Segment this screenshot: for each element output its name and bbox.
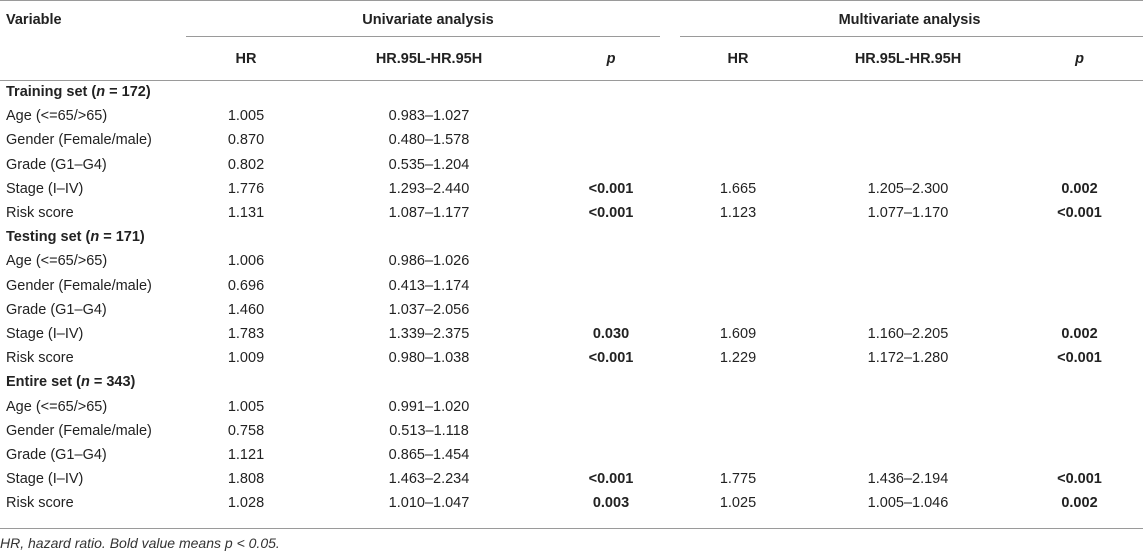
cell-u-hr: 1.131 xyxy=(227,205,265,222)
row-label: Stage (I–IV) xyxy=(6,325,84,342)
table-row xyxy=(0,104,1143,128)
cell-u-ci: 0.991–1.020 xyxy=(388,398,470,415)
cell-m-ci xyxy=(800,153,1010,177)
cell-u-ci: 0.865–1.454 xyxy=(388,446,470,463)
cell-m-p xyxy=(1010,443,1143,467)
cell-m-ci xyxy=(800,249,1010,273)
cell-u-ci: 1.087–1.177 xyxy=(388,205,470,222)
table-row xyxy=(0,419,1143,443)
subheader-m-ci: HR.95L-HR.95H xyxy=(854,51,962,67)
header-univariate: Univariate analysis xyxy=(362,12,494,28)
cell-u-hr: 1.776 xyxy=(227,180,265,197)
cell-m-hr xyxy=(670,104,800,128)
table-row xyxy=(0,322,1143,346)
cell-m-p: 0.002 xyxy=(1061,495,1098,512)
cell-m-hr xyxy=(670,274,800,298)
row-label: Stage (I–IV) xyxy=(6,180,84,197)
section-title-suffix: = 343) xyxy=(89,374,136,391)
cell-u-hr: 0.758 xyxy=(227,422,265,439)
section-title-prefix: Testing set ( xyxy=(6,229,91,246)
section-title-prefix: Training set ( xyxy=(6,84,97,101)
cell-u-hr: 1.006 xyxy=(227,253,265,270)
section-title-suffix: = 171) xyxy=(99,229,145,246)
cell-m-hr xyxy=(670,419,800,443)
cell-u-p: <0.001 xyxy=(588,205,634,222)
cell-m-ci xyxy=(800,419,1010,443)
cell-u-ci: 0.513–1.118 xyxy=(389,422,469,439)
row-label: Grade (G1–G4) xyxy=(6,446,107,463)
row-label: Gender (Female/male) xyxy=(6,422,152,439)
cell-u-hr: 1.783 xyxy=(227,325,265,342)
section-title-n: n xyxy=(90,229,100,246)
cell-u-ci: 0.980–1.038 xyxy=(388,350,470,367)
cell-u-ci: 0.535–1.204 xyxy=(388,156,470,173)
cell-u-p: 0.003 xyxy=(592,495,630,512)
cell-m-hr xyxy=(670,249,800,273)
cell-u-p xyxy=(546,249,670,273)
table-row xyxy=(0,443,1143,467)
empty-cell xyxy=(306,225,546,249)
cell-m-p: <0.001 xyxy=(1057,471,1102,488)
cell-u-p xyxy=(546,104,670,128)
empty-cell xyxy=(800,225,1010,249)
cell-u-hr: 1.808 xyxy=(227,471,265,488)
row-label: Risk score xyxy=(6,205,74,222)
empty-cell xyxy=(800,370,1010,394)
cell-m-hr xyxy=(670,153,800,177)
cell-u-ci: 1.037–2.056 xyxy=(388,301,470,318)
table-row xyxy=(0,394,1143,418)
cell-m-p xyxy=(1010,128,1143,152)
cell-u-ci: 0.413–1.174 xyxy=(388,277,470,294)
cell-u-hr: 1.009 xyxy=(227,350,265,367)
table-row xyxy=(0,177,1143,201)
table-row xyxy=(0,153,1143,177)
cell-m-ci xyxy=(800,128,1010,152)
empty-cell xyxy=(1010,80,1143,104)
subheader-m-hr: HR xyxy=(727,51,749,67)
cell-m-hr: 1.229 xyxy=(719,350,757,367)
cell-m-hr: 1.775 xyxy=(719,471,757,488)
cell-m-ci xyxy=(800,443,1010,467)
empty-cell xyxy=(186,370,306,394)
cell-m-p: <0.001 xyxy=(1057,350,1102,367)
empty-cell xyxy=(670,370,800,394)
row-label: Grade (G1–G4) xyxy=(6,301,107,318)
header-multivariate: Multivariate analysis xyxy=(838,12,981,28)
row-label: Risk score xyxy=(6,350,74,367)
cell-m-ci xyxy=(800,298,1010,322)
cell-m-ci: 1.160–2.205 xyxy=(867,325,949,342)
empty-cell xyxy=(546,80,670,104)
cell-m-ci xyxy=(800,394,1010,418)
cell-u-ci: 1.293–2.440 xyxy=(388,180,470,197)
cell-m-hr: 1.025 xyxy=(719,495,757,512)
header-spacer xyxy=(0,38,186,80)
row-label: Risk score xyxy=(6,495,74,512)
cell-m-p: 0.002 xyxy=(1061,180,1098,197)
header-variable: Variable xyxy=(6,12,62,28)
cell-u-hr: 1.121 xyxy=(227,446,265,463)
results-table xyxy=(0,2,1143,515)
row-label: Grade (G1–G4) xyxy=(6,156,107,173)
table-row xyxy=(0,491,1143,515)
cell-m-ci: 1.005–1.046 xyxy=(867,495,949,512)
cell-m-hr xyxy=(670,128,800,152)
cell-u-p xyxy=(546,419,670,443)
table-row xyxy=(0,467,1143,491)
empty-cell xyxy=(800,80,1010,104)
row-label: Age (<=65/>65) xyxy=(6,398,108,415)
cell-u-ci: 1.010–1.047 xyxy=(388,495,470,512)
cell-m-p xyxy=(1010,153,1143,177)
cell-m-ci xyxy=(800,104,1010,128)
cell-m-hr: 1.123 xyxy=(719,205,757,222)
section-title xyxy=(0,370,186,394)
empty-cell xyxy=(306,80,546,104)
cell-u-p xyxy=(546,153,670,177)
table-row xyxy=(0,298,1143,322)
cell-m-ci: 1.436–2.194 xyxy=(867,471,949,488)
cell-u-hr: 0.870 xyxy=(227,132,265,149)
empty-cell xyxy=(546,370,670,394)
cell-m-ci: 1.077–1.170 xyxy=(867,205,949,222)
cell-u-ci: 0.986–1.026 xyxy=(388,253,470,270)
cell-u-hr: 1.028 xyxy=(227,495,265,512)
row-label: Gender (Female/male) xyxy=(6,277,152,294)
cell-m-hr xyxy=(670,298,800,322)
cell-m-p: <0.001 xyxy=(1057,205,1102,222)
subheader-u-hr: HR xyxy=(235,51,257,67)
cell-u-p: <0.001 xyxy=(588,471,634,488)
cell-u-hr: 0.802 xyxy=(227,156,265,173)
cell-u-p xyxy=(546,274,670,298)
cell-u-p xyxy=(546,443,670,467)
row-label: Age (<=65/>65) xyxy=(6,108,108,125)
row-label: Gender (Female/male) xyxy=(6,132,152,149)
cell-m-ci: 1.205–2.300 xyxy=(867,180,949,197)
cell-u-ci: 0.983–1.027 xyxy=(388,108,470,125)
table-footnote: HR, hazard ratio. Bold value means p < 0.05. xyxy=(0,535,280,551)
cell-m-p xyxy=(1010,394,1143,418)
cell-m-hr xyxy=(670,443,800,467)
cell-u-ci: 1.339–2.375 xyxy=(388,325,470,342)
section-title-n: n xyxy=(80,374,90,391)
empty-cell xyxy=(1010,225,1143,249)
empty-cell xyxy=(670,225,800,249)
section-row xyxy=(0,370,1143,394)
cell-m-p xyxy=(1010,419,1143,443)
table-bottom-rule xyxy=(0,528,1143,529)
cell-u-hr: 1.005 xyxy=(227,108,265,125)
cell-m-hr: 1.609 xyxy=(719,325,757,342)
cell-m-p xyxy=(1010,104,1143,128)
cell-m-p xyxy=(1010,249,1143,273)
section-row xyxy=(0,80,1143,104)
cell-m-hr: 1.665 xyxy=(719,180,757,197)
cell-u-hr: 1.005 xyxy=(227,398,265,415)
section-title-n: n xyxy=(96,84,106,101)
cell-m-ci xyxy=(800,274,1010,298)
cell-u-p: 0.030 xyxy=(592,325,630,342)
cell-m-ci: 1.172–1.280 xyxy=(867,350,949,367)
cell-u-ci: 1.463–2.234 xyxy=(388,471,470,488)
table-row xyxy=(0,128,1143,152)
cell-u-p: <0.001 xyxy=(588,180,634,197)
row-label: Stage (I–IV) xyxy=(6,471,84,488)
cell-u-p xyxy=(546,298,670,322)
empty-cell xyxy=(1010,370,1143,394)
cell-u-p: <0.001 xyxy=(588,350,634,367)
table-row xyxy=(0,346,1143,370)
cell-u-p xyxy=(546,394,670,418)
table-top-rule xyxy=(0,0,1143,1)
cell-u-p xyxy=(546,128,670,152)
row-label: Age (<=65/>65) xyxy=(6,253,108,270)
section-title xyxy=(0,80,186,104)
section-title-prefix: Entire set ( xyxy=(6,374,81,391)
section-row xyxy=(0,225,1143,249)
empty-cell xyxy=(306,370,546,394)
cell-m-p xyxy=(1010,298,1143,322)
subheader-u-p: p xyxy=(606,51,616,67)
section-title xyxy=(0,225,186,249)
cell-u-ci: 0.480–1.578 xyxy=(388,132,470,149)
empty-cell xyxy=(186,80,306,104)
cell-m-hr xyxy=(670,394,800,418)
section-title-suffix: = 172) xyxy=(105,84,151,101)
table-row xyxy=(0,249,1143,273)
empty-cell xyxy=(186,225,306,249)
cell-m-p: 0.002 xyxy=(1061,325,1098,342)
table-body xyxy=(0,80,1143,515)
table-row xyxy=(0,274,1143,298)
cell-u-hr: 1.460 xyxy=(227,301,265,318)
subheader-m-p: p xyxy=(1075,51,1084,67)
table-row xyxy=(0,201,1143,225)
subheader-u-ci: HR.95L-HR.95H xyxy=(375,51,483,67)
cell-m-p xyxy=(1010,274,1143,298)
empty-cell xyxy=(546,225,670,249)
empty-cell xyxy=(670,80,800,104)
cell-u-hr: 0.696 xyxy=(227,277,265,294)
